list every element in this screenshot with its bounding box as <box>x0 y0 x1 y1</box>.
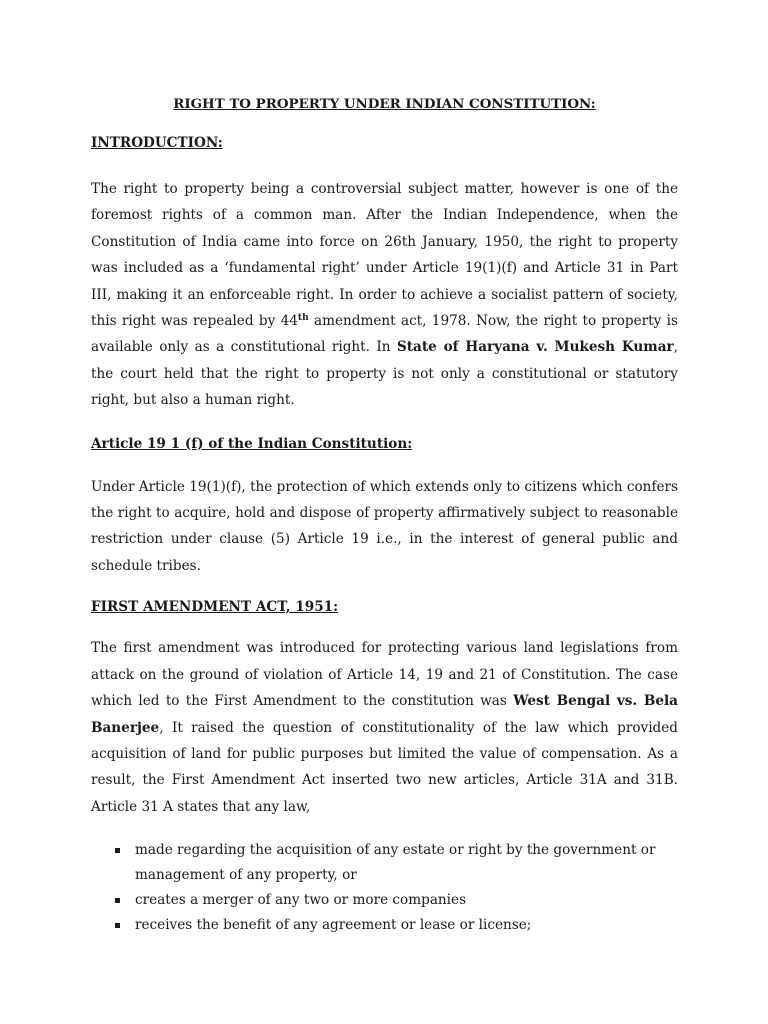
section-heading-article-19: Article 19 1 (f) of the Indian Constitution: <box>91 435 413 452</box>
amendment-text-1: The first amendment was introduced for protecting various land legislations from attack on the ground of violation of Article 14, 19 and 21 of Constitution. The case which led to the First Amendment to the constitution was <box>91 640 678 710</box>
section-heading-introduction: INTRODUCTION: <box>91 135 223 151</box>
section-heading-first-amendment: FIRST AMENDMENT ACT, 1951: <box>91 599 339 616</box>
introduction-paragraph <box>91 176 678 414</box>
square-bullet-icon <box>115 898 120 903</box>
document-body <box>91 92 678 938</box>
document-title: RIGHT TO PROPERTY UNDER INDIAN CONSTITUTION: <box>173 96 596 112</box>
intro-text-1: The right to property being a controversial subject matter, however is one of the foremost rights of a common man. After the Indian Independence, when the Constitution of India came into force on 26th January, 1950, the right to property was included as a ‘fundamental right’ under Article 19(1)(f) and Article 31 in Part III, making it an enforceable right. In order to achieve a socialist pattern of society, this right was repealed by 44 <box>91 181 678 330</box>
case-name-haryana: State of Haryana v. Mukesh Kumar <box>396 339 674 356</box>
case-name-west-bengal: West Bengal vs. Bela Banerjee <box>91 693 678 736</box>
list-item <box>91 888 678 913</box>
article-31a-list <box>91 838 678 938</box>
list-item-text: receives the benefit of any agreement or lease or license; <box>135 917 532 934</box>
article-19-paragraph: Under Article 19(1)(f), the protection of which extends only to citizens which confers the right to acquire, hold and dispose of property affirmatively subject to reasonable restriction under clause (5) Article 19 i.e., in the interest of general public and schedule tribes. <box>91 478 678 574</box>
first-amendment-paragraph <box>91 635 678 820</box>
list-item <box>91 913 678 938</box>
list-item <box>91 838 678 888</box>
intro-text-2: amendment act, 1978. Now, the right to property is available only as a constitutional right. In <box>91 313 678 356</box>
square-bullet-icon <box>115 923 120 928</box>
intro-text-3: , the court held that the right to property is not only a constitutional or statutory right, but also a human right. <box>91 339 678 409</box>
square-bullet-icon <box>115 848 120 853</box>
list-item-text: made regarding the acquisition of any estate or right by the government or management of any property, or <box>135 842 656 884</box>
intro-superscript: th <box>297 313 309 324</box>
amendment-text-2: , It raised the question of constitutionality of the law which provided acquisition of land for public purposes but limited the value of compensation. As a result, the First Amendment Act inserted two new articles, Article 31A and 31B. Article 31 A states that any law, <box>91 719 678 815</box>
list-item-text: creates a merger of any two or more companies <box>135 892 467 909</box>
